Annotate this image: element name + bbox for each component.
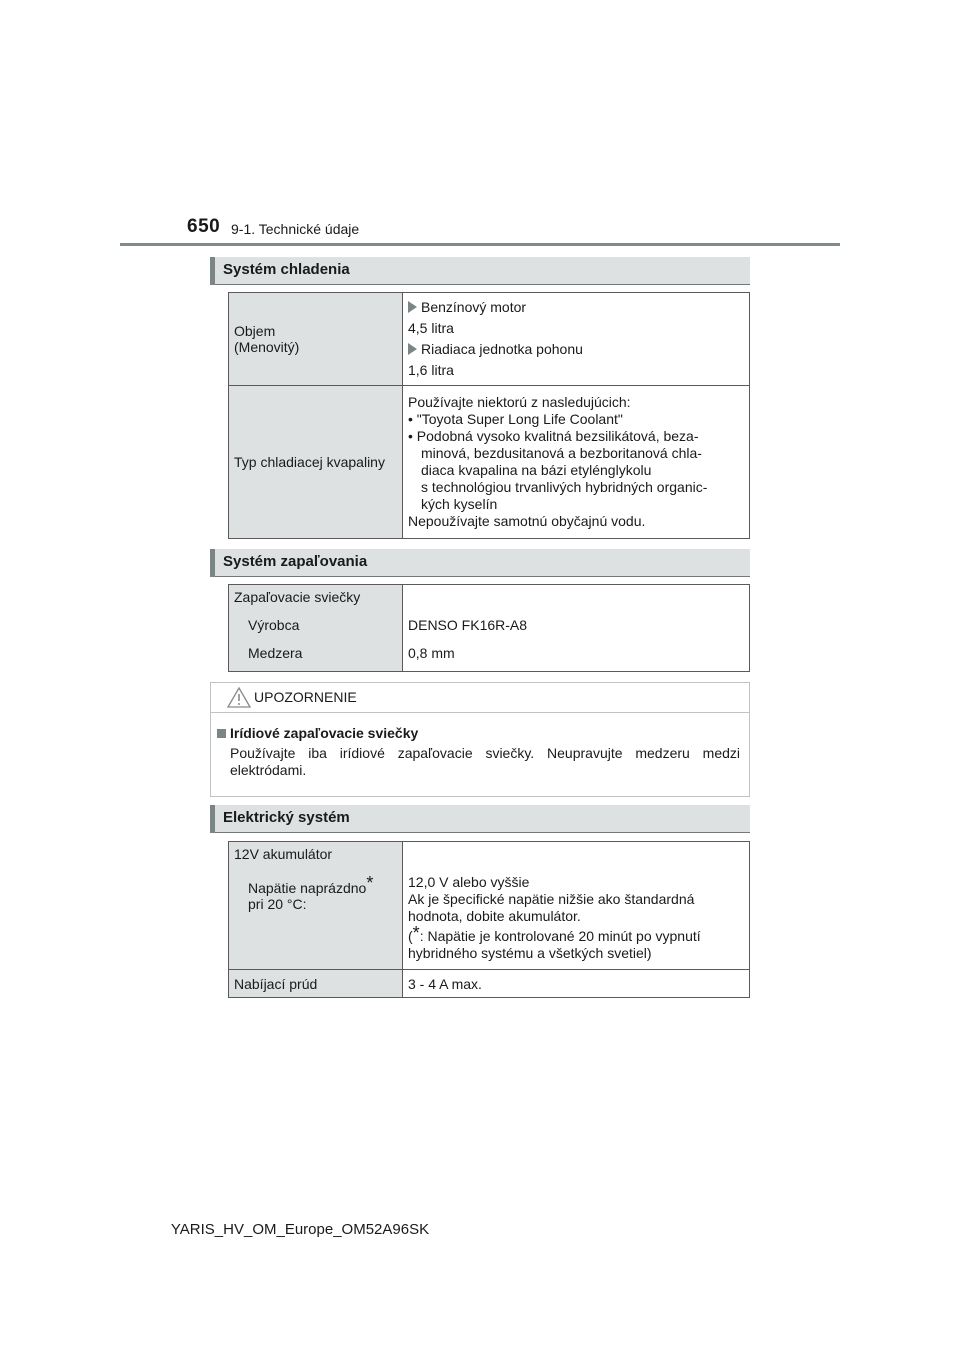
charging-value-cell — [403, 970, 750, 998]
coolant-line: • "Toyota Super Long Life Coolant" — [408, 411, 623, 427]
caution-text: Používajte iba irídiové zapaľovacie sviečky. Neupravujte medzeru medzi elektródami. — [230, 745, 740, 778]
spark-plug-value-cell — [403, 585, 750, 672]
note-asterisk: * — [412, 923, 420, 943]
petrol-engine-label: Benzínový motor — [421, 298, 527, 315]
voltage-label-wrap — [234, 875, 402, 896]
caution-title: UPOZORNENIE — [254, 689, 357, 705]
cooling-table — [228, 292, 750, 539]
coolant-line: kých kyselín — [421, 496, 498, 512]
charging-label-cell — [229, 970, 403, 998]
section-electrical-title: Elektrický systém — [223, 809, 350, 826]
table-row — [229, 585, 750, 672]
table-row — [229, 842, 750, 970]
section-electrical-heading — [210, 805, 750, 833]
coolant-line: • Podobná vysoko kvalitná bezsilikátová, beza- — [408, 428, 699, 444]
battery-value-cell — [403, 842, 750, 970]
electrical-table — [228, 841, 750, 998]
maker-label: Výrobca — [248, 617, 300, 633]
gap-label: Medzera — [248, 645, 303, 661]
battery-label-cell — [229, 842, 403, 970]
square-bullet-icon — [217, 729, 226, 738]
caution-header — [211, 683, 749, 713]
voltage-temp: pri 20 °C: — [248, 896, 307, 912]
section-ignition-heading — [210, 549, 750, 577]
maker-value: DENSO FK16R-A8 — [408, 617, 528, 633]
coolant-line: s technológiou trvanlivých hybridných organic- — [421, 479, 708, 495]
voltage-note — [408, 925, 744, 945]
note-paren: ( — [408, 928, 413, 944]
coolant-line: diaca kvapalina na bázi etylénglykolu — [421, 462, 652, 478]
table-row — [229, 970, 750, 998]
coolant-line: Nepoužívajte samotnú obyčajnú vodu. — [408, 513, 646, 529]
page-number: 650 — [187, 216, 221, 237]
volume-label: Objem — [234, 323, 276, 339]
coolant-type-label: Typ chladiacej kvapaliny — [234, 454, 385, 470]
pcu-value: 1,6 litra — [408, 361, 454, 378]
footer-code: YARIS_HV_OM_Europe_OM52A96SK — [170, 1221, 430, 1238]
charging-value: 3 - 4 A max. — [408, 975, 482, 992]
petrol-engine-value: 4,5 litra — [408, 319, 454, 336]
voltage-line: 12,0 V alebo vyššie — [408, 874, 530, 890]
caution-subtitle: Irídiové zapaľovacie sviečky — [230, 725, 419, 741]
coolant-line: minová, bezdusitanová a bezboritanová chla- — [421, 445, 702, 461]
coolant-type-value-cell — [403, 386, 750, 539]
pcu-label: Riadiaca jednotka pohonu — [421, 340, 583, 357]
table-row — [229, 293, 750, 386]
header-rule — [120, 243, 840, 246]
section-cooling-heading — [210, 257, 750, 285]
battery-label: 12V akumulátor — [234, 846, 333, 862]
spark-plug-label-cell — [229, 585, 403, 672]
caution-box — [210, 682, 750, 797]
coolant-type-cell — [229, 386, 403, 539]
note-text: : Napätie je kontrolované 20 minút po vypnutí — [419, 928, 701, 944]
volume-label-sub: (Menovitý) — [234, 339, 300, 355]
triangle-bullet-icon — [408, 301, 417, 313]
voltage-note-2: hybridného systému a všetkých svetiel) — [408, 945, 652, 961]
volume-value-cell — [403, 293, 750, 386]
coolant-line: Používajte niektorú z nasledujúcich: — [408, 394, 631, 410]
triangle-bullet-icon — [408, 343, 417, 355]
warning-triangle-icon — [227, 687, 251, 708]
section-ignition-title: Systém zapaľovania — [223, 553, 368, 570]
voltage-label: Napätie naprázdno — [248, 880, 367, 896]
chapter-title: 9-1. Technické údaje — [231, 221, 360, 237]
voltage-line: hodnota, dobite akumulátor. — [408, 908, 581, 924]
table-row — [229, 386, 750, 539]
voltage-line: Ak je špecifické napätie nižšie ako štandardná — [408, 891, 695, 907]
ignition-table — [228, 584, 750, 672]
gap-value: 0,8 mm — [408, 645, 455, 661]
volume-label-cell — [229, 293, 403, 386]
asterisk-mark: * — [366, 873, 374, 893]
charging-label: Nabíjací prúd — [234, 975, 318, 992]
section-cooling-title: Systém chladenia — [223, 261, 350, 278]
spark-plugs-label: Zapaľovacie sviečky — [234, 589, 361, 605]
